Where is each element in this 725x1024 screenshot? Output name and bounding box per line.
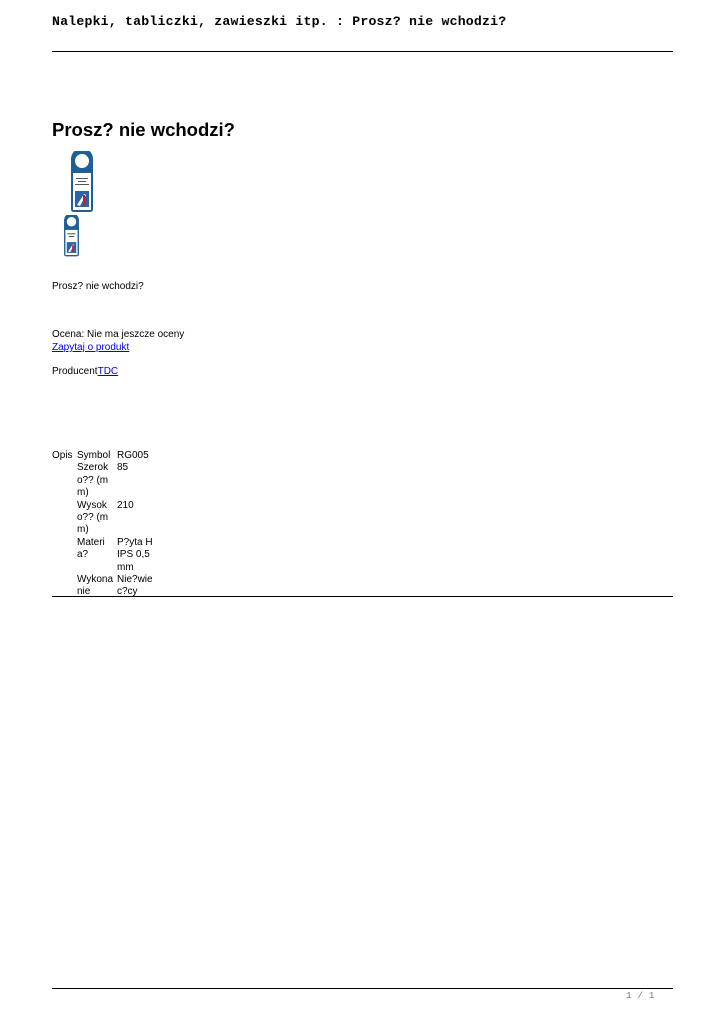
ask-about-product-link[interactable]: Zapytaj o produkt (52, 342, 130, 353)
producer-line (52, 365, 118, 378)
spec-key: Symbol (77, 450, 111, 461)
spec-key: Wysoko?? (mm) (77, 499, 109, 536)
spec-key: Wykonanie (77, 574, 114, 598)
spec-value: 85 (117, 462, 129, 474)
rating-text: Ocena: Nie ma jeszcze oceny (52, 329, 185, 340)
door-hanger-tag-icon (68, 151, 96, 213)
door-hanger-tag-thumb-icon (62, 215, 81, 257)
spec-key: Szeroko?? (mm) (77, 462, 109, 499)
spec-table-divider (52, 596, 673, 597)
header-divider (52, 51, 673, 52)
product-title: Prosz? nie wchodzi? (52, 119, 235, 140)
product-image-thumbnail[interactable] (62, 215, 81, 257)
spec-value: Nie?wiec?cy (117, 574, 153, 598)
spec-value: 210 (117, 499, 134, 511)
spec-value: P?yta HIPS 0,5mm (117, 536, 153, 573)
page-number: 1 / 1 (626, 990, 655, 1001)
footer-divider (52, 988, 673, 989)
spec-value: RG005 (117, 450, 149, 461)
spec-key: Materia? (77, 536, 105, 561)
product-image-large[interactable] (68, 151, 96, 213)
spec-section-label: Opis (52, 450, 73, 461)
product-description: Prosz? nie wchodzi? (52, 281, 144, 292)
producer-label: Producent (52, 366, 98, 377)
producer-link[interactable]: TDC (97, 366, 119, 377)
page-header-title: Nalepki, tabliczki, zawieszki itp. : Prosz? nie wchodzi? (52, 14, 507, 29)
